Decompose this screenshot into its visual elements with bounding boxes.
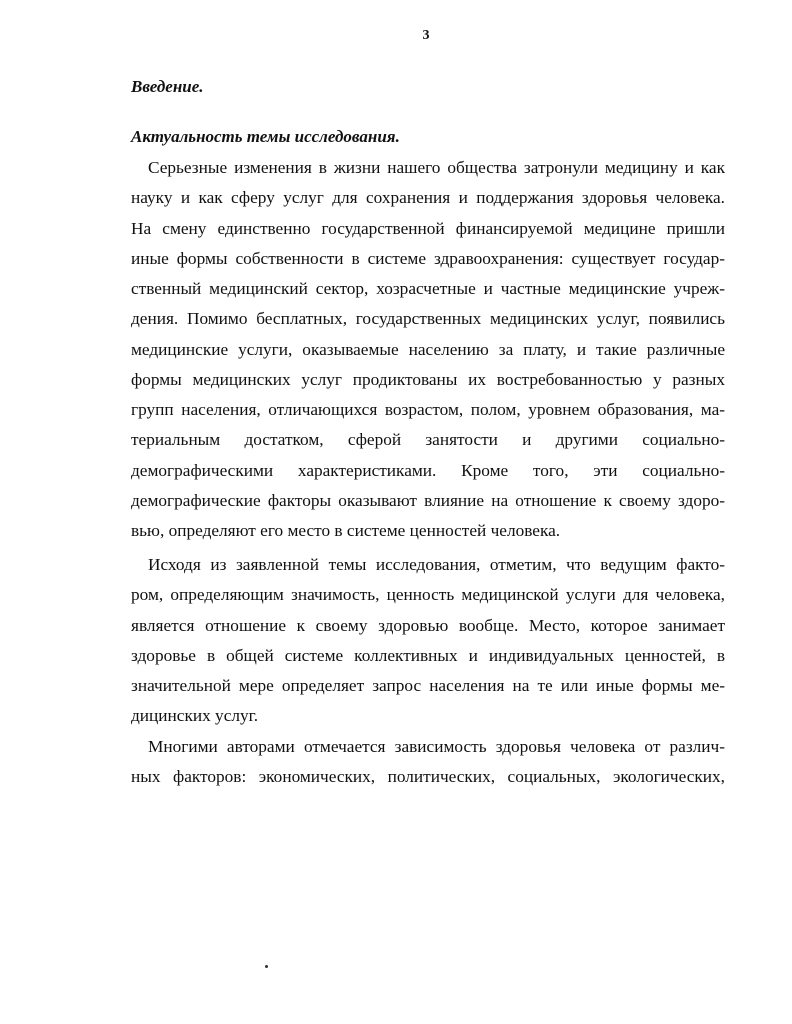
text-line: демографические факторы оказывают влияние на отношение к своему здоро- xyxy=(131,490,725,510)
text-line: вью, определяют его место в системе ценностей человека. xyxy=(131,521,561,540)
text-line: ром, определяющим значимость, ценность медицинской услуги для человека, xyxy=(131,585,725,605)
text-line: дицинских услуг. xyxy=(131,706,259,726)
text-line: демографическими характеристиками. Кроме того, эти социально- xyxy=(131,460,725,480)
text-line: Многими авторами отмечается зависимость здоровья человека от различ- xyxy=(148,737,725,756)
text-line: ных факторов: экономических, политических, социальных, экологических, xyxy=(131,767,725,787)
section-heading: Введение. xyxy=(131,77,204,96)
text-line: ственный медицинский сектор, хозрасчетные и частные медицинские учреж- xyxy=(131,279,725,298)
text-line: здоровье в общей системе коллективных и индивидуальных ценностей, в xyxy=(131,645,725,665)
text-line: Серьезные изменения в жизни нашего общества затронули медицину и как xyxy=(148,158,725,177)
paragraph-3 xyxy=(131,732,725,793)
text-line: иные формы собственности в системе здравоохранения: существует государ- xyxy=(131,248,725,268)
text-line: На смену единственно государственной финансируемой медицине пришли xyxy=(131,218,725,238)
text-line: Исходя из заявленной темы исследования, отметим, что ведущим факто- xyxy=(148,555,725,574)
text-line: является отношение к своему здоровью вообще. Место, которое занимает xyxy=(131,615,725,635)
text-line: групп населения, отличающихся возрастом, полом, уровнем образования, ма- xyxy=(131,400,725,419)
page-number: 3 xyxy=(422,28,430,43)
text-line: дения. Помимо бесплатных, государственных медицинских услуг, появились xyxy=(131,309,725,329)
paragraph-1 xyxy=(131,153,725,546)
text-line: формы медицинских услуг продиктованы их востребованностью у разных xyxy=(131,369,725,389)
text-line: териальным достатком, сферой занятости и другими социально- xyxy=(131,430,725,450)
scan-speck xyxy=(265,965,268,968)
subsection-heading: Актуальность темы исследования. xyxy=(131,127,400,146)
text-line: науку и как сферу услуг для сохранения и поддержания здоровья человека. xyxy=(131,188,725,208)
text-line: значительной мере определяет запрос населения на те или иные формы ме- xyxy=(131,676,725,695)
text-line: медицинские услуги, оказываемые населению за плату, и такие различные xyxy=(131,339,725,359)
paragraph-2 xyxy=(131,550,725,732)
